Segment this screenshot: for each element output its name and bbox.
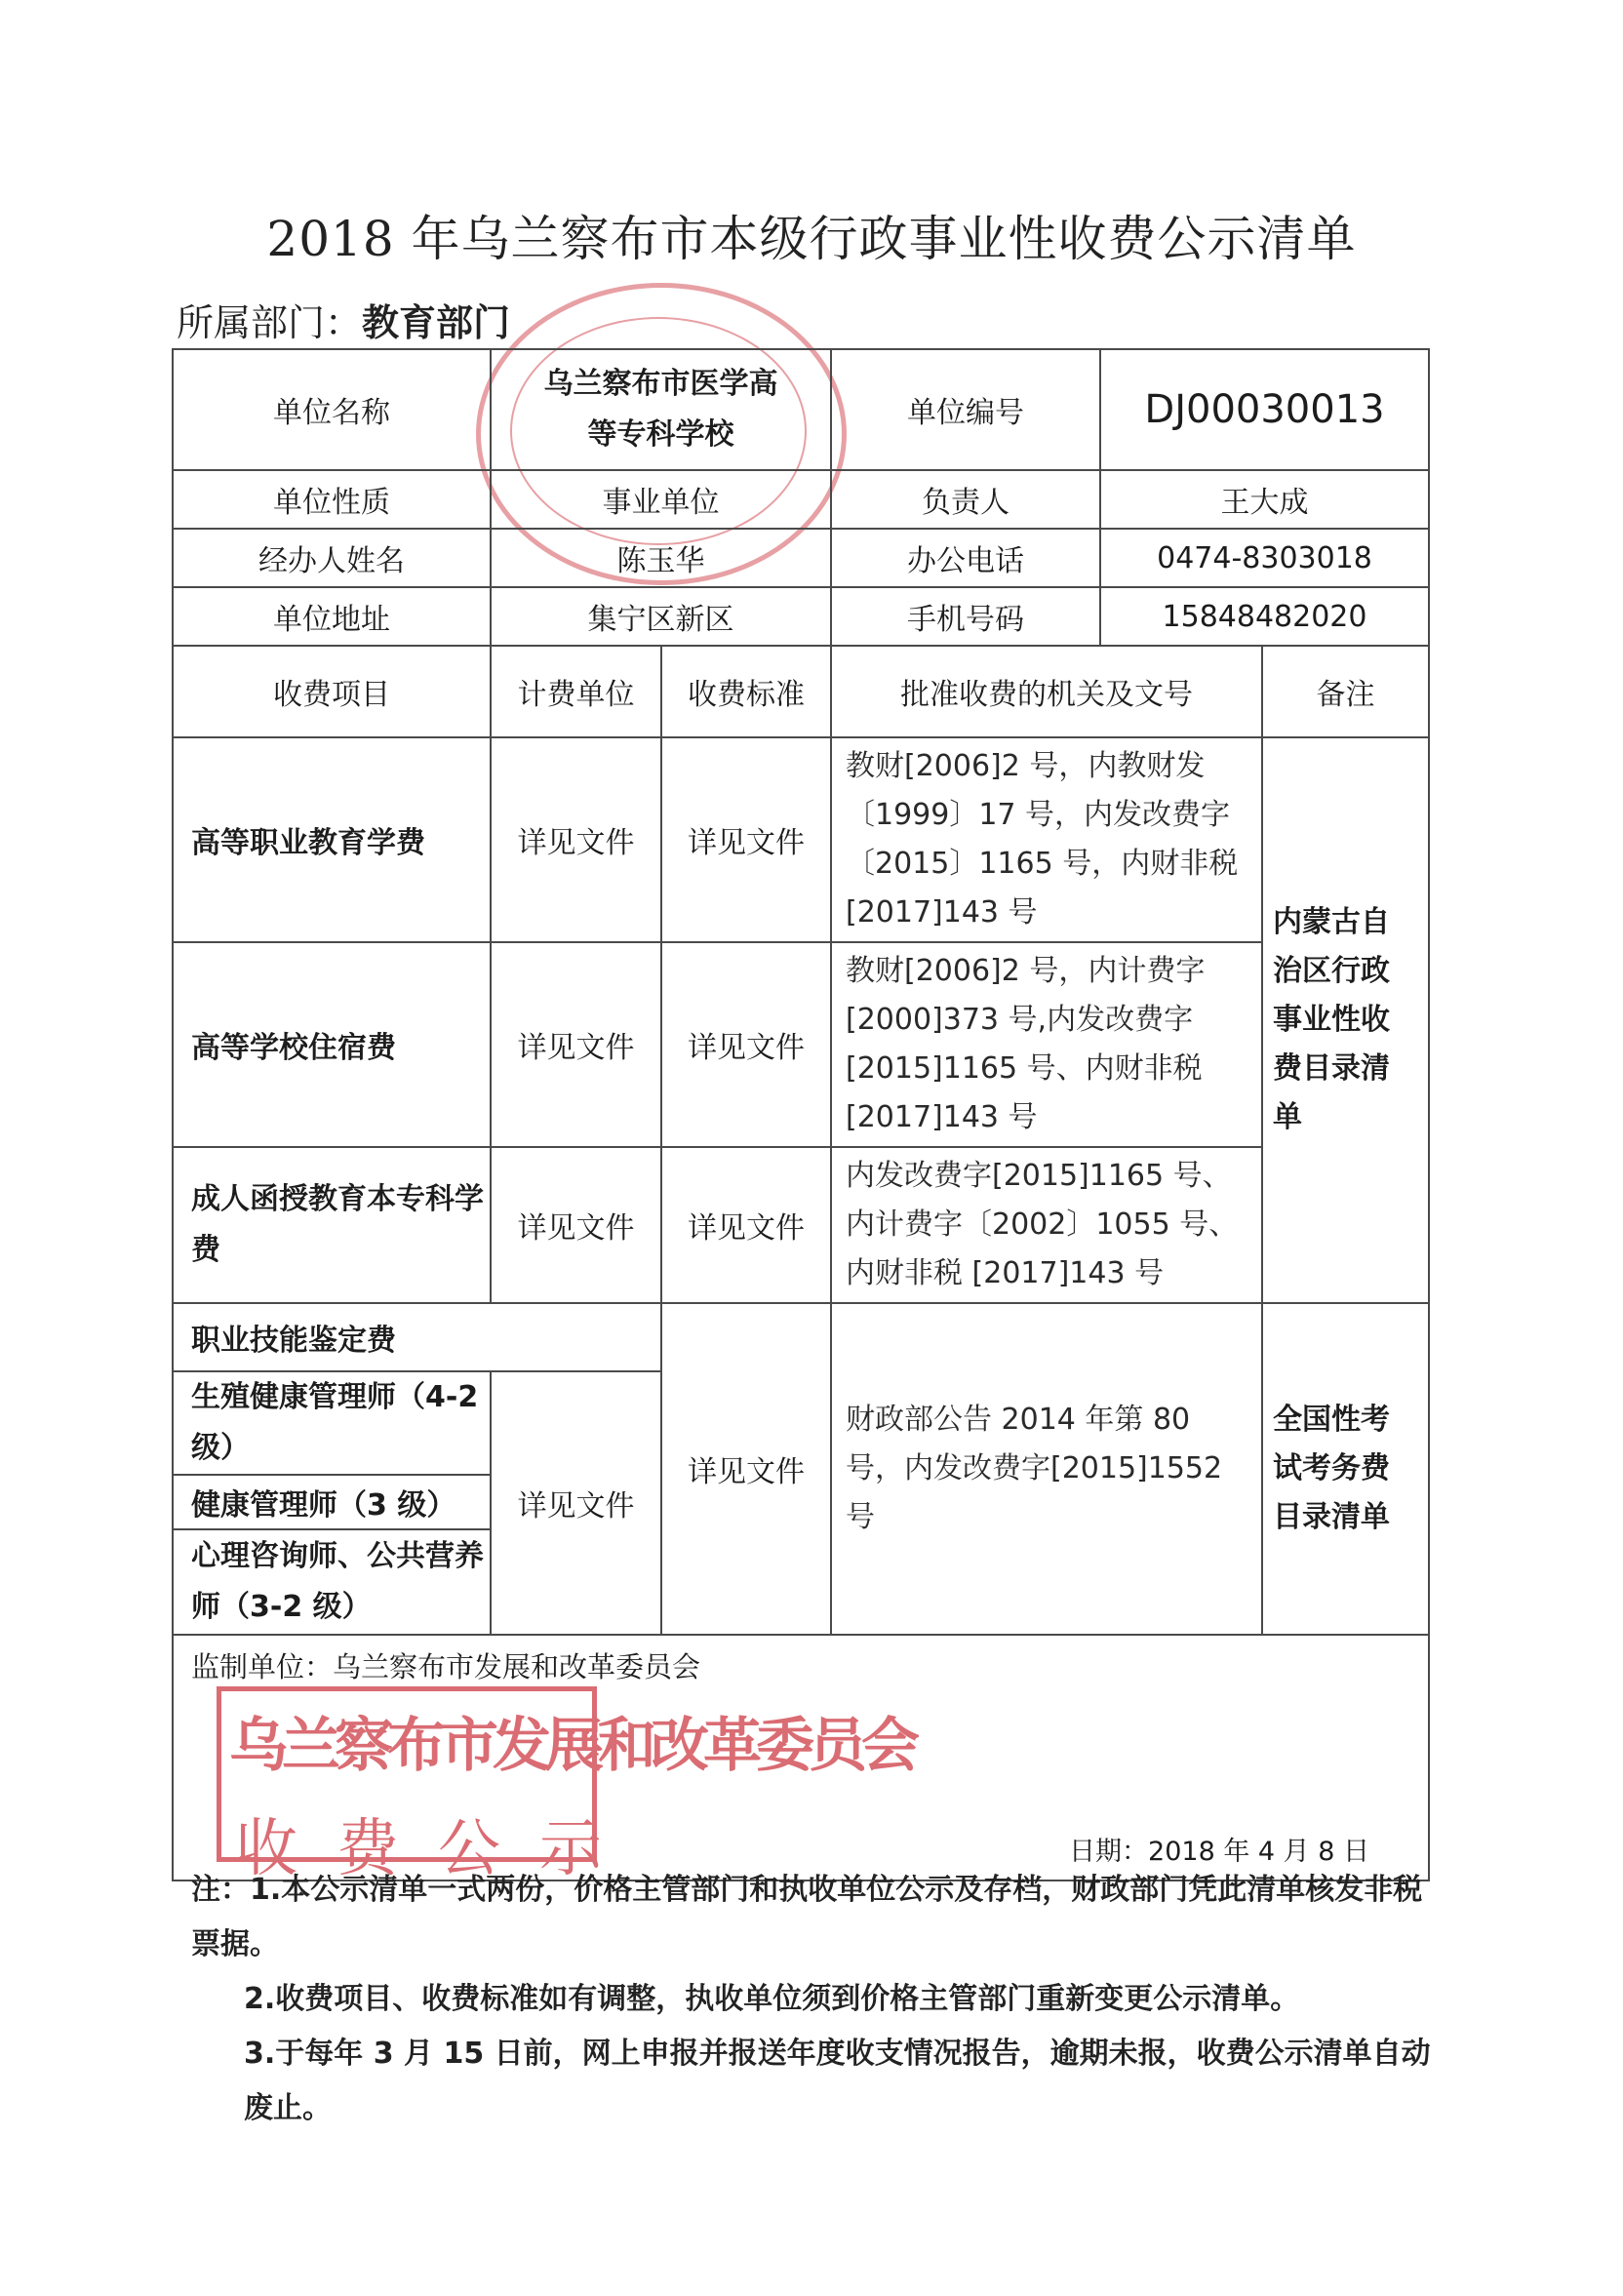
header-item: 收费项目 bbox=[173, 646, 491, 737]
fee-standard: 详见文件 bbox=[661, 1147, 831, 1303]
department-line bbox=[177, 293, 510, 346]
fee-note: 内蒙古自治区行政事业性收费目录清单 bbox=[1262, 737, 1429, 1303]
note-3: 3.于每年 3 月 15 日前，网上申报并报送年度收支情况报告，逾期未报，收费公示清单自动废止。 bbox=[244, 2037, 1431, 2125]
page-title: 2018 年乌兰察布市本级行政事业性收费公示清单 bbox=[266, 211, 1357, 267]
skill-unit: 详见文件 bbox=[491, 1371, 661, 1635]
department-value: 教育部门 bbox=[362, 301, 511, 344]
fee-item: 成人函授教育本专科学费 bbox=[173, 1147, 491, 1303]
skill-authority: 财政部公告 2014 年第 80 号，内发改费字[2015]1552 号 bbox=[831, 1303, 1262, 1635]
rect-stamp-line1: 乌兰察布市发展和改革委员会 bbox=[229, 1712, 914, 1780]
skill-sub-item: 健康管理师（3 级） bbox=[173, 1475, 491, 1529]
address-label: 单位地址 bbox=[173, 587, 491, 646]
note-1: 注：1.本公示清单一式两份，价格主管部门和执收单位公示及存档，财政部门凭此清单核发非税票据。 bbox=[191, 1873, 1423, 1961]
mobile-label: 手机号码 bbox=[831, 587, 1100, 646]
notes-section bbox=[191, 1863, 1440, 2136]
fee-authority: 内发改费字[2015]1165 号、内计费字〔2002〕1055 号、内财非税 [2017]143 号 bbox=[831, 1147, 1262, 1303]
leader-value: 王大成 bbox=[1100, 470, 1429, 529]
unit-type-label: 单位性质 bbox=[173, 470, 491, 529]
header-standard: 收费标准 bbox=[661, 646, 831, 737]
table-row bbox=[173, 1147, 1429, 1303]
fee-table bbox=[172, 348, 1430, 1885]
department-label: 所属部门： bbox=[177, 301, 363, 344]
note-2: 2.收费项目、收费标准如有调整，执收单位须到价格主管部门重新变更公示清单。 bbox=[244, 1982, 1300, 2016]
header-authority: 批准收费的机关及文号 bbox=[831, 646, 1262, 737]
mobile-value: 15848482020 bbox=[1100, 587, 1429, 646]
fee-unit: 详见文件 bbox=[491, 1147, 661, 1303]
skill-sub-item: 心理咨询师、公共营养师（3-2 级） bbox=[173, 1529, 491, 1635]
rect-stamp-line2: 收费公示 bbox=[235, 1813, 641, 1885]
table-row bbox=[173, 942, 1429, 1147]
fee-item: 高等职业教育学费 bbox=[173, 737, 491, 942]
phone-label: 办公电话 bbox=[831, 529, 1100, 587]
unit-name-label: 单位名称 bbox=[173, 349, 491, 470]
unit-type-value: 事业单位 bbox=[491, 470, 831, 529]
fee-authority: 教财[2006]2 号，内计费字[2000]373 号,内发改费字[2015]1165 号、内财非税[2017]143 号 bbox=[831, 942, 1262, 1147]
supervisor-section bbox=[173, 1635, 1429, 1885]
unit-name-value: 乌兰察布市医学高等专科学校 bbox=[491, 349, 831, 470]
header-unit: 计费单位 bbox=[491, 646, 661, 737]
unit-no-value: DJ00030013 bbox=[1100, 349, 1429, 470]
fee-item: 高等学校住宿费 bbox=[173, 942, 491, 1147]
supervisor-label: 监制单位：乌兰察布市发展和改革委员会 bbox=[191, 1650, 701, 1683]
handler-value: 陈玉华 bbox=[491, 529, 831, 587]
table-row bbox=[173, 1303, 1429, 1371]
skill-sub-item: 生殖健康管理师（4-2级） bbox=[173, 1371, 491, 1475]
rect-stamp bbox=[217, 1686, 914, 1885]
skill-note: 全国性考试考务费目录清单 bbox=[1262, 1303, 1429, 1635]
skill-title: 职业技能鉴定费 bbox=[173, 1303, 661, 1371]
unit-no-label: 单位编号 bbox=[831, 349, 1100, 470]
fee-standard: 详见文件 bbox=[661, 737, 831, 942]
skill-standard: 详见文件 bbox=[661, 1303, 831, 1635]
fee-standard: 详见文件 bbox=[661, 942, 831, 1147]
table-row bbox=[173, 737, 1429, 942]
phone-value: 0474-8303018 bbox=[1100, 529, 1429, 587]
leader-label: 负责人 bbox=[831, 470, 1100, 529]
header-note: 备注 bbox=[1262, 646, 1429, 737]
date-label: 日期：2018 年 4 月 8 日 bbox=[1069, 1837, 1370, 1867]
fee-unit: 详见文件 bbox=[491, 942, 661, 1147]
handler-label: 经办人姓名 bbox=[173, 529, 491, 587]
address-value: 集宁区新区 bbox=[491, 587, 831, 646]
fee-authority: 教财[2006]2 号，内教财发〔1999〕17 号，内发改费字〔2015〕1165 号，内财非税[2017]143 号 bbox=[831, 737, 1262, 942]
fee-unit: 详见文件 bbox=[491, 737, 661, 942]
